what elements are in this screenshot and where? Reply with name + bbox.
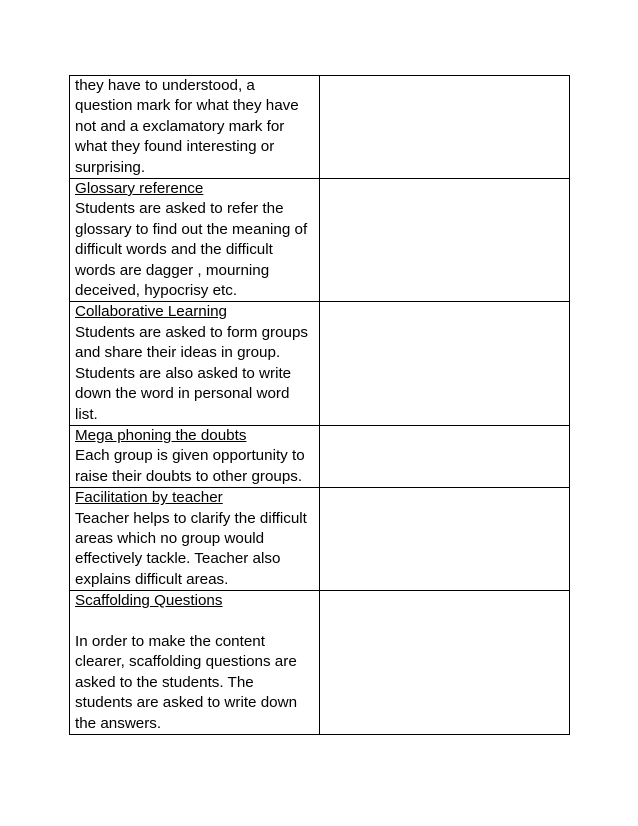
activity-cell [70,76,320,179]
table-row [70,179,570,302]
empty-cell [320,179,570,302]
activity-cell [70,302,320,425]
activity-cell [70,488,320,591]
activity-cell [70,425,320,487]
activity-description: Each group is given opportunity to raise their doubts to other groups. [75,447,305,485]
empty-cell [320,488,570,591]
activity-description: In order to make the content clearer, scaffolding questions are asked to the students. The students are asked to write down the answers. [75,632,298,732]
activity-description: Students are asked to form groups and share their ideas in group. Students are also asked to write down the word in personal word list. [75,323,309,423]
activity-heading: Mega phoning the doubts [75,426,247,444]
activity-cell [70,591,320,735]
empty-cell [320,76,570,179]
table-row [70,302,570,425]
table-row [70,425,570,487]
activity-heading: Facilitation by teacher [75,489,223,507]
activity-heading: Collaborative Learning [75,303,227,321]
table-row [70,591,570,735]
activity-heading: Glossary reference [75,180,204,198]
activity-description: Teacher helps to clarify the difficult areas which no group would effectively tackle. Teacher also explains difficult areas. [75,509,307,588]
lesson-plan-table [69,75,570,735]
empty-cell [320,425,570,487]
blank-line [75,612,315,632]
activity-heading: Scaffolding Questions [75,592,223,610]
activity-description: Students are asked to refer the glossary to find out the meaning of difficult words and the difficult words are dagger , mourning deceived, hypocrisy etc. [75,200,308,300]
table-row [70,76,570,179]
activity-cell [70,179,320,302]
empty-cell [320,591,570,735]
activity-description: they have to understood, a question mark for what they have not and a exclamatory mark for what they found interesting or surprising. [75,77,299,176]
table-row [70,488,570,591]
empty-cell [320,302,570,425]
